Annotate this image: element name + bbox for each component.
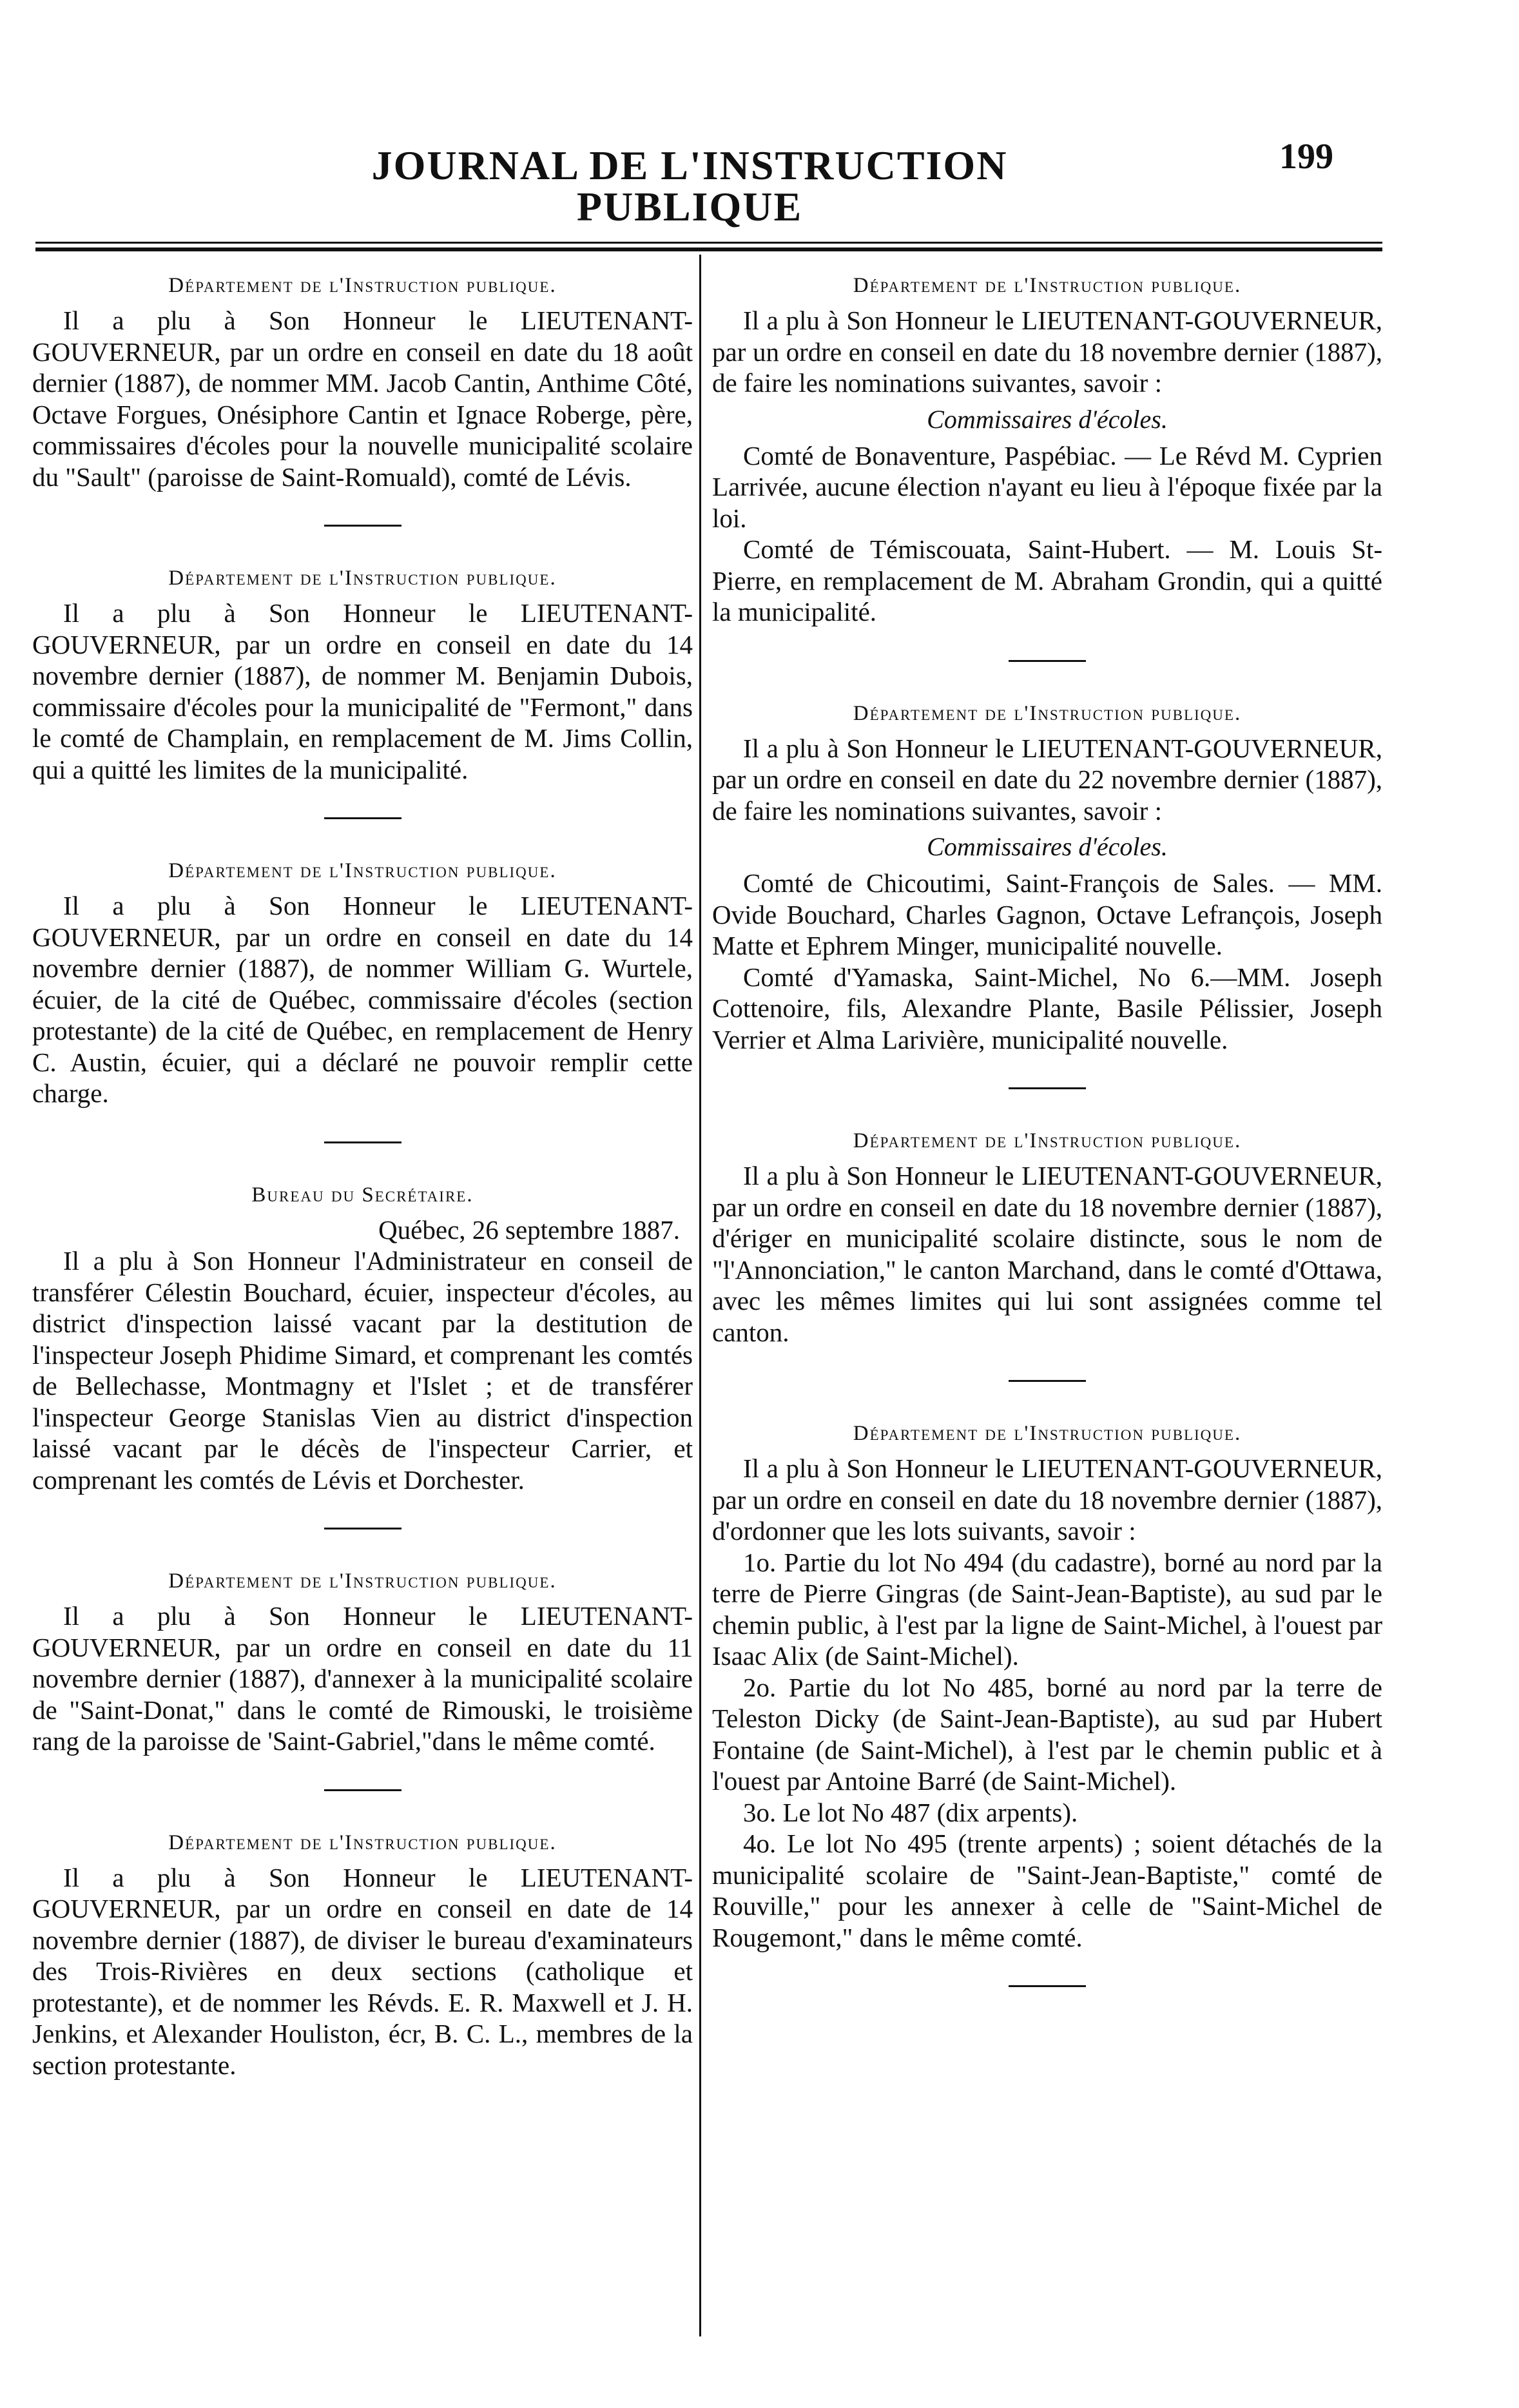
notice-heading: Département de l'Instruction publique. <box>853 1129 1242 1152</box>
page-number: 199 <box>1279 137 1333 177</box>
notice-list-item: 2o. Partie du lot No 485, borné au nord par la terre de Teleston Dicky (de Saint-Jean-Baptiste), au sud par Hubert Fontaine (de Saint-Michel), à l'est par le chemin public et à l'ouest par Antoine Barré (de Saint-Michel). <box>712 1672 1382 1796</box>
notice-paragraph: Comté de Bonaventure, Paspébiac. — Le Révd M. Cyprien Larrivée, aucune élection n'ayant eu lieu à l'époque fixée par la loi. <box>712 440 1382 533</box>
header-rule-thick <box>35 248 1382 251</box>
notice <box>712 1421 1382 1953</box>
section-separator <box>324 817 402 819</box>
notice-paragraph: Il a plu à Son Honneur le LIEUTENANT-GOUVERNEUR, par un ordre en conseil en date du 14 novembre dernier (1887), de nommer William G. Wurtele, écuier, de la cité de Québec, commissaire d'écoles (section protestante) de la cité de Québec, en remplacement de Henry C. Austin, écuier, qui a déclaré ne pouvoir remplir cette charge. <box>32 891 693 1108</box>
section-separator <box>1009 660 1086 662</box>
section-separator <box>324 525 402 527</box>
notice-paragraph: Il a plu à Son Honneur l'Administrateur en conseil de transférer Célestin Bouchard, écuier, inspecteur d'écoles, au district d'inspection laissé vacant par la destitution de l'inspecteur Joseph Phidime Simard, et comprenant les comtés de Bellechasse, Montmagny et l'Islet ; et de transférer l'inspecteur George Stanislas Vien au district d'inspection laissé vacant par le décès de l'inspecteur Carrier, et comprenant les comtés de Lévis et Dorchester. <box>32 1246 693 1495</box>
notice <box>712 1128 1382 1348</box>
notice-paragraph: Il a plu à Son Honneur le LIEUTENANT-GOUVERNEUR, par un ordre en conseil en date de 14 novembre dernier (1887), de diviser le bureau d'examinateurs des Trois-Rivières en deux sections (catholique et protestante), et de nommer les Révds. E. R. Maxwell et J. H. Jenkins, et Alexander Houliston, écr, B. C. L., membres de la section protestante. <box>32 1862 693 2080</box>
notice-paragraph: Comté de Témiscouata, Saint-Hubert. — M. Louis St-Pierre, en remplacement de M. Abraham Grondin, qui a quitté la municipalité. <box>712 534 1382 626</box>
notice-paragraph: Il a plu à Son Honneur le LIEUTENANT-GOUVERNEUR, par un ordre en conseil en date du 18 août dernier (1887), de nommer MM. Jacob Cantin, Anthime Côté, Octave Forgues, Onésiphore Cantin et Ignace Roberge, père, commissaires d'écoles pour la nouvelle municipalité scolaire du "Sault" (paroisse de Saint-Romuald), comté de Lévis. <box>32 306 693 492</box>
left-column <box>32 261 693 2081</box>
notice <box>32 1182 693 1496</box>
notice-heading: Département de l'Instruction publique. <box>168 567 557 590</box>
right-column <box>712 261 1382 2026</box>
notice <box>712 273 1382 628</box>
notice-heading: Département de l'Instruction publique. <box>168 1569 557 1593</box>
notice-heading: Département de l'Instruction publique. <box>853 701 1242 725</box>
notice-paragraph: Il a plu à Son Honneur le LIEUTENANT-GOUVERNEUR, par un ordre en conseil en date du 18 novembre dernier (1887), d'ériger en municipalité scolaire distincte, sous le nom de "l'Annonciation," le canton Marchand, dans le comté d'Ottawa, avec les mêmes limites qui lui sont assignées comme tel canton. <box>712 1161 1382 1347</box>
notice <box>32 1830 693 2081</box>
notice <box>712 701 1382 1056</box>
notice-heading: Département de l'Instruction publique. <box>168 1830 557 1854</box>
notice-date-line: Québec, 26 septembre 1887. <box>378 1214 680 1245</box>
section-separator <box>1009 1087 1086 1089</box>
section-separator <box>1009 1380 1086 1382</box>
notice-list-item: 4o. Le lot No 495 (trente arpents) ; soient détachés de la municipalité scolaire de "Saint-Jean-Baptiste," comté de Rouville," pour les annexer à celle de "Saint-Michel de Rougemont," dans le même comté. <box>712 1829 1382 1952</box>
notice-paragraph: Il a plu à Son Honneur le LIEUTENANT-GOUVERNEUR, par un ordre en conseil en date du 11 novembre dernier (1887), d'annexer à la municipalité scolaire de "Saint-Donat," dans le comté de Rimouski, le troisième rang de la paroisse de 'Saint-Gabriel,"dans le même comté. <box>32 1601 693 1756</box>
notice <box>32 565 693 785</box>
notice-subheading: Commissaires d'écoles. <box>927 832 1168 861</box>
notice-heading: Département de l'Instruction publique. <box>853 1422 1242 1445</box>
notice-paragraph: Comté de Chicoutimi, Saint-François de Sales. — MM. Ovide Bouchard, Charles Gagnon, Octave Lefrançois, Joseph Matte et Ephrem Minger, municipalité nouvelle. <box>712 868 1382 960</box>
notice <box>32 273 693 492</box>
notice-subheading: Commissaires d'écoles. <box>927 404 1168 434</box>
notice-paragraph: Comté d'Yamaska, Saint-Michel, No 6.—MM. Joseph Cottenoire, fils, Alexandre Plante, Basile Pélissier, Joseph Verrier et Alma Larivière, municipalité nouvelle. <box>712 962 1382 1054</box>
notice-list-item: 3o. Le lot No 487 (dix arpents). <box>743 1797 1078 1827</box>
notice-heading: Département de l'Instruction publique. <box>853 274 1242 297</box>
notice <box>32 858 693 1109</box>
notice-heading: Département de l'Instruction publique. <box>168 859 557 882</box>
section-separator <box>324 1141 402 1143</box>
journal-title: JOURNAL DE L'INSTRUCTION PUBLIQUE <box>371 142 1008 229</box>
notice-intro: Il a plu à Son Honneur le LIEUTENANT-GOUVERNEUR, par un ordre en conseil en date du 18 novembre dernier (1887), d'ordonner que les lots suivants, savoir : <box>712 1453 1382 1546</box>
header-rule-thin <box>35 242 1382 244</box>
section-separator <box>324 1528 402 1529</box>
notice-paragraph: Il a plu à Son Honneur le LIEUTENANT-GOUVERNEUR, par un ordre en conseil en date du 14 novembre dernier (1887), de nommer M. Benjamin Dubois, commissaire d'écoles pour la municipalité de "Fermont," dans le comté de Champlain, en remplacement de M. Jims Collin, qui a quitté les limites de la municipalité. <box>32 598 693 784</box>
notice-heading: Département de l'Instruction publique. <box>168 274 557 297</box>
section-separator <box>1009 1985 1086 1987</box>
notice-intro: Il a plu à Son Honneur le LIEUTENANT-GOUVERNEUR, par un ordre en conseil en date du 22 novembre dernier (1887), de faire les nominations suivantes, savoir : <box>712 733 1382 826</box>
section-separator <box>324 1789 402 1791</box>
column-divider <box>699 255 701 2336</box>
notice-intro: Il a plu à Son Honneur le LIEUTENANT-GOUVERNEUR, par un ordre en conseil en date du 18 novembre dernier (1887), de faire les nominations suivantes, savoir : <box>712 306 1382 398</box>
notice-list-item: 1o. Partie du lot No 494 (du cadastre), borné au nord par la terre de Pierre Gingras (de Saint-Jean-Baptiste), au sud par le chemin public, à l'est par la ligne de Saint-Michel, à l'ouest par Isaac Alix (de Saint-Michel). <box>712 1547 1382 1671</box>
notice <box>32 1568 693 1757</box>
notice-heading: Bureau du Secrétaire. <box>251 1183 474 1207</box>
